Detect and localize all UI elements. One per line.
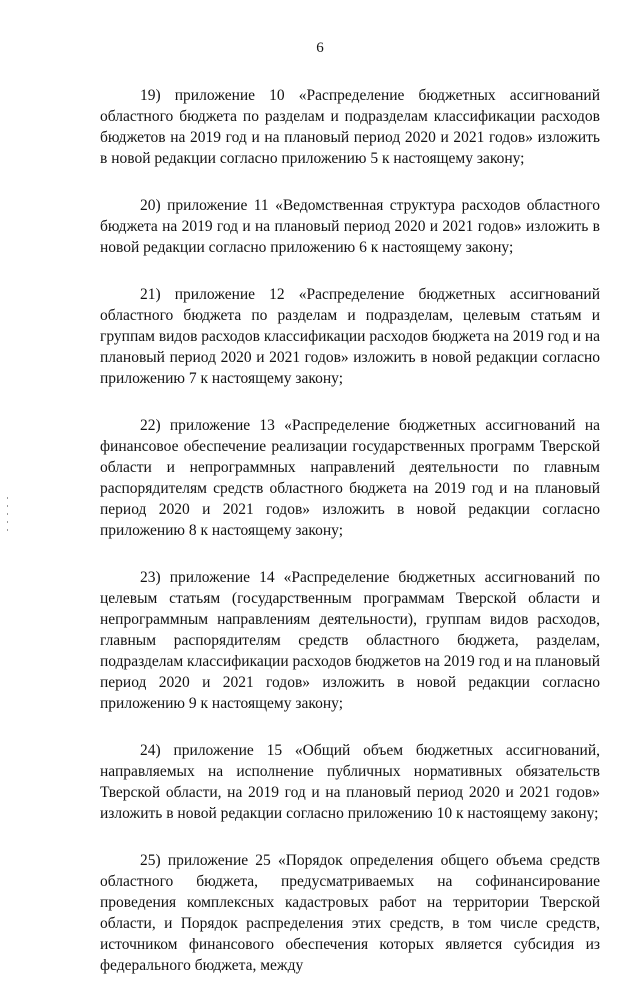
paragraph-item-24: 24) приложение 15 «Общий объем бюджетных ассигнований, направляемых на исполнение публичных нормативных обязательств Тверской области, на 2019 год и на плановый период 2020 и 2021 годов» изложить в новой редакции согласно приложению 10 к настоящему закону; xyxy=(100,742,600,822)
paragraph-item-23: 23) приложение 14 «Распределение бюджетных ассигнований по целевым статьям (государственным программам Тверской области и непрограммным направлениям деятельности), группам видов расходов, главным распорядителям средств областного бюджета, разделам, подразделам классификации расходов бюджетов на 2019 год и на плановый период 2020 и 2021 годов» изложить в новой редакции согласно приложению 9 к настоящему закону; xyxy=(100,569,600,712)
paragraph-item-20: 20) приложение 11 «Ведомственная структура расходов областного бюджета на 2019 год и на плановый период 2020 и 2021 годов» изложить в новой редакции согласно приложению 6 к настоящему закону; xyxy=(100,197,600,256)
document-body xyxy=(100,85,600,1002)
paragraph-item-22: 22) приложение 13 «Распределение бюджетных ассигнований на финансовое обеспечение реализации государственных программ Тверской области и непрограммных направлений деятельности по главным распорядителям средств областного бюджета на 2019 год и на плановый период 2020 и 2021 годов» изложить в новой редакции согласно приложению 8 к настоящему закону; xyxy=(100,417,600,539)
page-number: 6 xyxy=(316,40,324,56)
paragraph-item-19: 19) приложение 10 «Распределение бюджетных ассигнований областного бюджета по разделам и подразделам классификации расходов бюджетов на 2019 год и на плановый период 2020 и 2021 годов» изложить в новой редакции согласно приложению 5 к настоящему закону; xyxy=(100,87,600,167)
margin-scan-marks xyxy=(7,497,9,537)
paragraph-item-25: 25) приложение 25 «Порядок определения общего объема средств областного бюджета, предусматриваемых на софинансирование проведения комплексных кадастровых работ на территории Тверской области, и Порядок распределения этих средств, в том числе средств, источником финансового обеспечения которых является субсидия из федерального бюджета, между xyxy=(100,852,600,974)
paragraph-item-21: 21) приложение 12 «Распределение бюджетных ассигнований областного бюджета по разделам и подразделам, целевым статьям и группам видов расходов классификации расходов бюджета на 2019 год и на плановый период 2020 и 2021 годов» изложить в новой редакции согласно приложению 7 к настоящему закону; xyxy=(100,286,600,387)
